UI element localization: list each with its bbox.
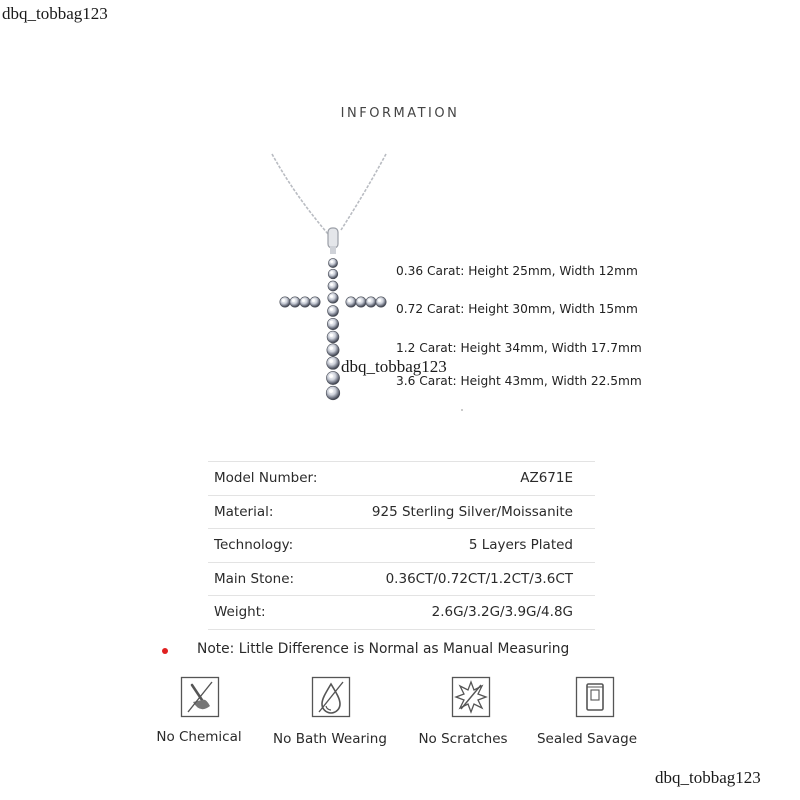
moissanite-stone [328,258,337,267]
moissanite-stone [326,386,340,400]
watermark-top-left: dbq_tobbag123 [2,4,108,23]
moissanite-stone [290,297,300,307]
moissanite-stone [328,293,339,304]
size-spec-line: 3.6 Carat: Height 43mm, Width 22.5mm [396,374,642,388]
stone-sparkle [329,346,332,349]
spec-label: Weight: [214,604,266,620]
moissanite-stone [327,331,339,343]
decorative-dot [461,409,463,411]
spec-value: 925 Sterling Silver/Moissanite [371,503,573,520]
stone-sparkle [330,260,333,263]
moissanite-stone [310,297,320,307]
no-chemical-icon [180,676,220,718]
specification-table [208,461,595,630]
stone-sparkle [329,374,333,378]
stone-sparkle [330,308,333,311]
moissanite-stone [366,297,376,307]
table-row [208,462,595,496]
stone-sparkle [329,359,333,363]
spec-value: 5 Layers Plated [468,537,573,553]
table-row [208,496,595,530]
stone-sparkle [368,299,371,302]
stone-sparkle [330,271,333,274]
moissanite-stone [326,371,339,384]
bullet-dot-icon [162,648,168,654]
spec-label: Main Stone: [214,570,295,587]
page-title: INFORMATION [340,106,460,121]
note-text: Note: Little Difference is Normal as Manual Measuring [197,641,570,657]
moissanite-stone [328,306,339,317]
watermark-center: dbq_tobbag123 [341,357,447,376]
moissanite-stone [280,297,290,307]
stone-sparkle [302,299,305,302]
stone-sparkle [358,299,361,302]
stone-sparkle [330,283,333,286]
spec-label: Material: [214,503,274,520]
stone-sparkle [330,321,333,324]
no-bath-icon [311,676,351,718]
spec-label: Model Number: [214,470,318,486]
care-label: Sealed Savage [536,731,638,747]
stone-sparkle [348,299,351,302]
stone-sparkle [330,334,333,337]
spec-value: 0.36CT/0.72CT/1.2CT/3.6CT [385,570,573,587]
moissanite-stone [328,269,338,279]
care-item-no-bath [265,676,395,756]
size-spec-line: 0.72 Carat: Height 30mm, Width 15mm [396,302,638,316]
spec-label: Technology: [214,537,294,553]
moissanite-stone [327,318,338,329]
moissanite-stone [356,297,366,307]
moissanite-stone [327,344,339,356]
table-row [208,529,595,563]
moissanite-stone [327,357,340,370]
care-label: No Scratches [418,731,508,747]
stone-sparkle [282,299,285,302]
no-scratches-icon [451,676,491,718]
sealed-storage-icon [575,676,615,718]
table-row [208,563,595,597]
table-row [208,596,595,630]
stone-sparkle [330,295,333,298]
moissanite-stone [346,297,356,307]
watermark-bottom-right: dbq_tobbag123 [655,768,761,787]
stone-sparkle [378,299,381,302]
size-spec-line: 0.36 Carat: Height 25mm, Width 12mm [396,264,638,278]
stone-sparkle [312,299,315,302]
stone-sparkle [292,299,295,302]
measurement-note [0,640,800,662]
moissanite-stone [300,297,310,307]
spec-value: AZ671E [520,470,573,486]
stone-sparkle [329,389,333,393]
spec-value: 2.6G/3.2G/3.9G/4.8G [431,604,573,620]
care-item-no-scratches [398,676,528,756]
care-label: No Chemical [156,729,242,745]
moissanite-stone [328,281,338,291]
moissanite-stone [376,297,386,307]
size-spec-line: 1.2 Carat: Height 34mm, Width 17.7mm [396,341,642,355]
care-label: No Bath Wearing [273,731,387,747]
care-item-no-chemical [134,676,264,756]
care-item-sealed-storage [522,676,652,756]
